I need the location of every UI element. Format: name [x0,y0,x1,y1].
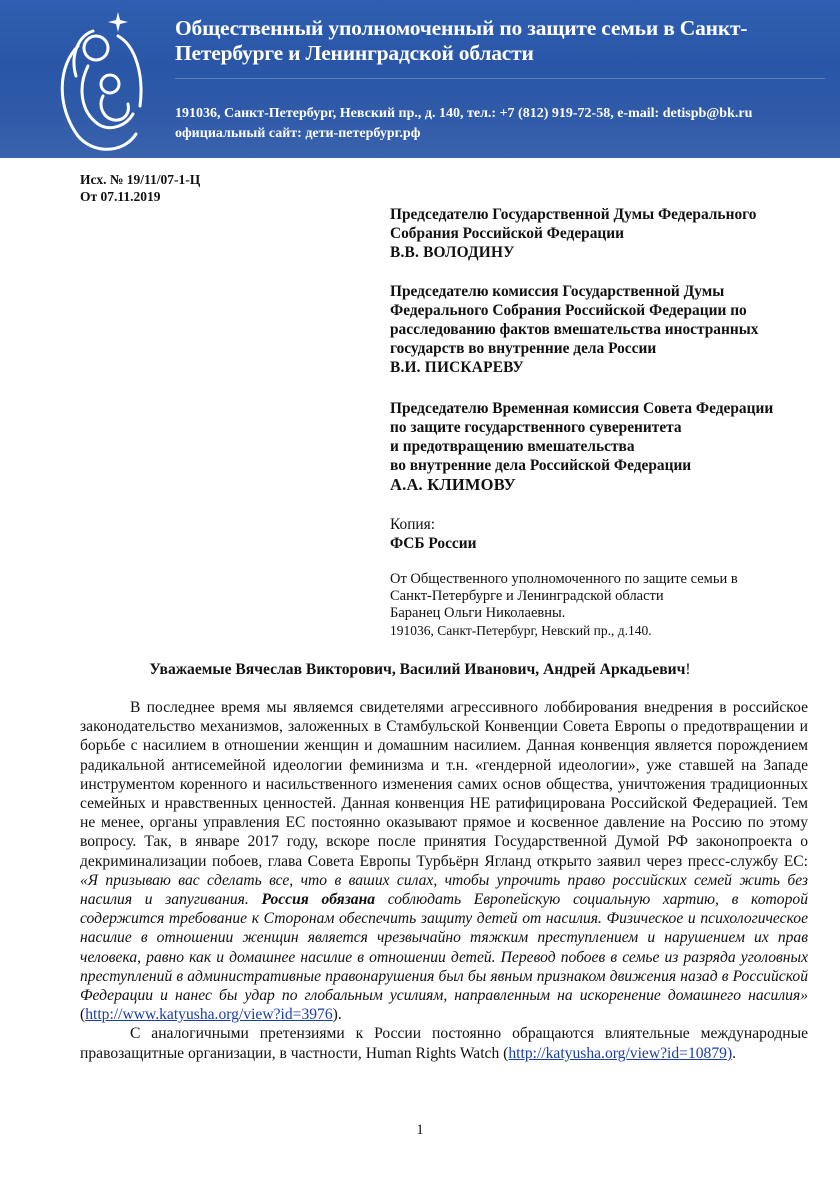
reference-number: Исх. № 19/11/07-1-Ц [80,172,201,187]
addressee-position-line: по защите государственного суверенитета [390,419,682,436]
letterhead-divider [175,78,825,79]
paragraph-text: В последнее время мы являемся свидетелями агрессивного лоббирования внедрения в российское законодательство механизмов, заложенных в Стамбульской Конвенции Совета Европы о предотвращении и борьбе с насилием в отношении женщин и домашним насилием. Данная конвенция является порождением радикальной антисемейной идеологии феминизма и т.н. «гендерной идеологии», уже ставшей на Западе инструментом коренного и насильственного изменения самих основ общества, уничтожения традиционных семейных и нравственных ценностей. Данная конвенция НЕ ратифицирована Российской Федерацией. Тем не менее, органы управления ЕС постоянно оказывают прямое и косвенное давление на Россию по этому вопросу. Так, в январе 2017 году, вскоре после принятия Государственной Думой РФ законопроекта о декриминализации побоев, глава Совета Европы Турбьёрн Ягланд открыто заявил через пресс-службу ЕС: [80,699,808,870]
sender-block [390,571,810,639]
link-close: ). [332,1006,342,1024]
addressee-name: В.И. ПИСКАРЕВУ [390,359,524,376]
copy-label: Копия: [390,516,436,533]
paragraph-text: С аналогичными претензиями к России постоянно обращаются влиятельные международные правозащитные организации, в частности, Human Rights Watch ( [80,1025,808,1062]
addressee-position-line: Председателю Временная комиссия Совета Федерации [390,400,774,417]
quote-text: соблюдать Европейскую социальную хартию, в которой содержится требование к Сторонам обеспечить защиту детей от насилия. Физическое и психологическое насилие в отношении женщин является чрезвычайно тяжким преступлением и нарушением их прав человека, равно как и домашнее насилие в отношении детей. Перевод побоев в семье из разряда уголовных преступлений в административные правонарушения был бы явным признаком движения назад в Российской Федерации и нанес бы удар по глобальным усилиям, направленным на искоренение домашнего насилия» [80,891,808,1005]
quote-emphasis: Россия обязана [261,891,376,909]
addressee-3 [390,399,810,494]
copy-recipient: ФСБ России [390,535,477,552]
letterhead-banner [0,0,840,158]
addressee-position: Председателю Государственной Думы Федерального Собрания Российской Федерации [390,206,757,242]
contacts-website-line: официальный сайт: дети-петербург.рф [175,126,421,141]
addressee-2 [390,282,810,377]
letter-body [80,698,808,1063]
sender-line: Санкт-Петербурге и Ленинградской области [390,588,664,604]
addressee-name: В.В. ВОЛОДИНУ [390,244,515,261]
salutation-text: Уважаемые Вячеслав Викторович, Василий Иванович, Андрей Аркадьевич [149,661,686,678]
addressee-1 [390,205,810,262]
link-open: ( [80,1006,86,1024]
addressee-name: А.А. КЛИМОВУ [390,475,516,494]
salutation [0,661,840,679]
source-link-1[interactable]: http://www.katyusha.org/view?id=3976 [85,1006,333,1024]
sender-line: От Общественного уполномоченного по защите семьи в [390,571,738,587]
family-logo-icon [48,6,158,154]
page-number: 1 [416,1122,424,1138]
letterhead-title: Общественный уполномоченный по защите семьи в Санкт-Петербурге и Ленинградской области [175,16,748,65]
copy-block [390,515,810,553]
addressee-position: Председателю комиссия Государственной Думы Федерального Собрания Российской Федерации по расследованию фактов вмешательства иностранных государств во внутренние дела России [390,283,759,357]
body-paragraph-1 [80,698,808,1024]
letterhead-contacts [175,104,830,144]
reference-date: От 07.11.2019 [80,189,161,204]
addressee-position-line: и предотвращению вмешательства [390,438,635,455]
quote-text: «Я призываю вас сделать все, что в ваших силах, чтобы упрочить право российских семей жить без насилия и запугивания. [80,871,808,909]
salutation-punct: ! [685,661,691,678]
contacts-address-line: 191036, Санкт-Петербург, Невский пр., д. 140, тел.: +7 (812) 919-72-58, e-mail: detispb@bk.ru [175,106,753,121]
source-link-2[interactable]: http://katyusha.org/view?id=10879) [508,1044,733,1062]
body-paragraph-2 [80,1024,808,1062]
sender-line: Баранец Ольги Николаевны. [390,605,566,621]
sender-line: 191036, Санкт-Петербург, Невский пр., д.140. [390,623,652,638]
addressee-position-line: во внутренние дела Российской Федерации [390,457,692,474]
outgoing-reference [80,171,200,205]
link-close: . [732,1044,737,1062]
